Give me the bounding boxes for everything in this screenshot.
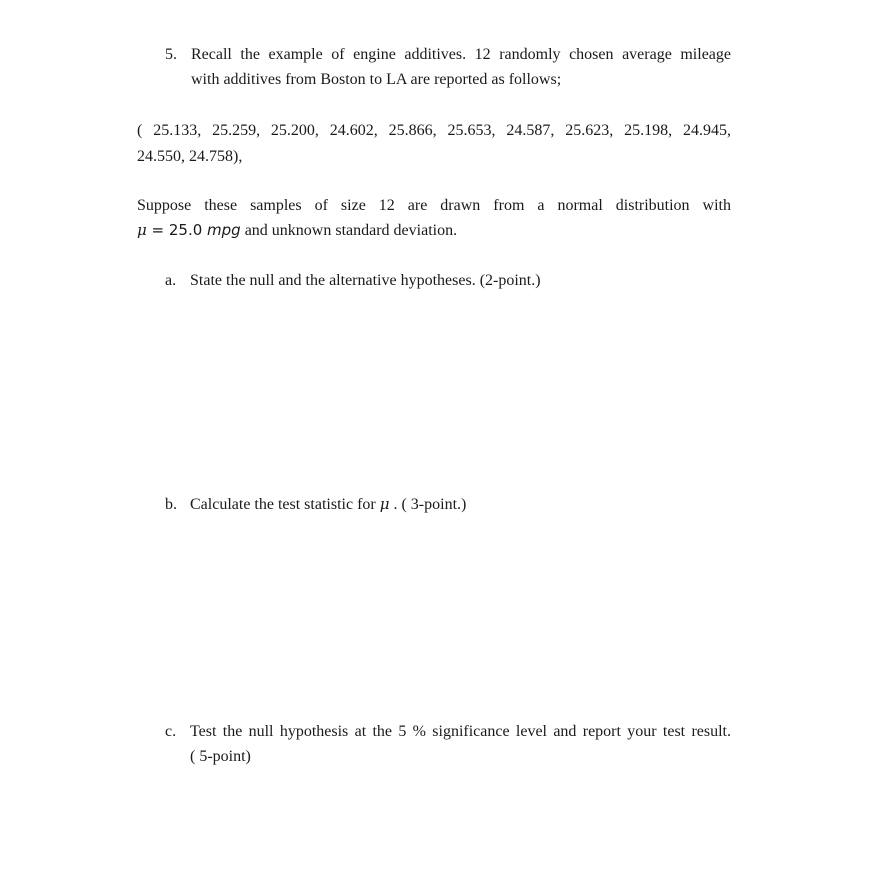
part-b-text-before: Calculate the test statistic for xyxy=(190,496,380,513)
question-line-1: Recall the example of engine additives. 12 randomly chosen average mileage xyxy=(191,46,731,63)
part-b-text-after: . ( 3-point.) xyxy=(389,496,467,513)
question-number: 5. xyxy=(165,46,177,63)
part-c-line-2: ( 5-point) xyxy=(190,748,251,765)
part-b-text xyxy=(190,492,731,517)
part-c-label: c. xyxy=(165,723,177,740)
mu-symbol: μ xyxy=(379,495,390,513)
part-c-line-1: Test the null hypothesis at the 5 % significance level and report your test result. xyxy=(190,723,731,740)
assumption-rest: and unknown standard deviation. xyxy=(240,222,458,239)
mu-value xyxy=(147,221,241,239)
question-line-2: with additives from Boston to LA are reported as follows; xyxy=(191,71,562,88)
question-prompt xyxy=(191,42,731,92)
assumption-line-1: Suppose these samples of size 12 are drawn from a normal distribution with xyxy=(137,197,731,214)
part-c xyxy=(165,719,731,769)
sample-data-line-1: ( 25.133, 25.259, 25.200, 24.602, 25.866, 25.653, 24.587, 25.623, 25.198, 24.945, xyxy=(137,122,731,139)
part-b-label: b. xyxy=(165,496,177,513)
sample-data-line-2: 24.550, 24.758), xyxy=(137,148,243,165)
mu-unit: mpg xyxy=(207,221,241,239)
part-a-text: State the null and the alternative hypotheses. (2-point.) xyxy=(190,272,541,289)
mu-equals: = 25.0 xyxy=(146,221,208,239)
assumption-line-2 xyxy=(137,218,731,243)
question-5 xyxy=(165,42,731,92)
sample-data xyxy=(137,118,731,170)
assumption-paragraph xyxy=(137,193,731,243)
part-a-label: a. xyxy=(165,272,177,289)
part-a xyxy=(165,268,731,293)
part-c-text xyxy=(190,719,731,769)
mu-symbol: μ xyxy=(137,221,147,239)
part-b xyxy=(165,492,731,517)
